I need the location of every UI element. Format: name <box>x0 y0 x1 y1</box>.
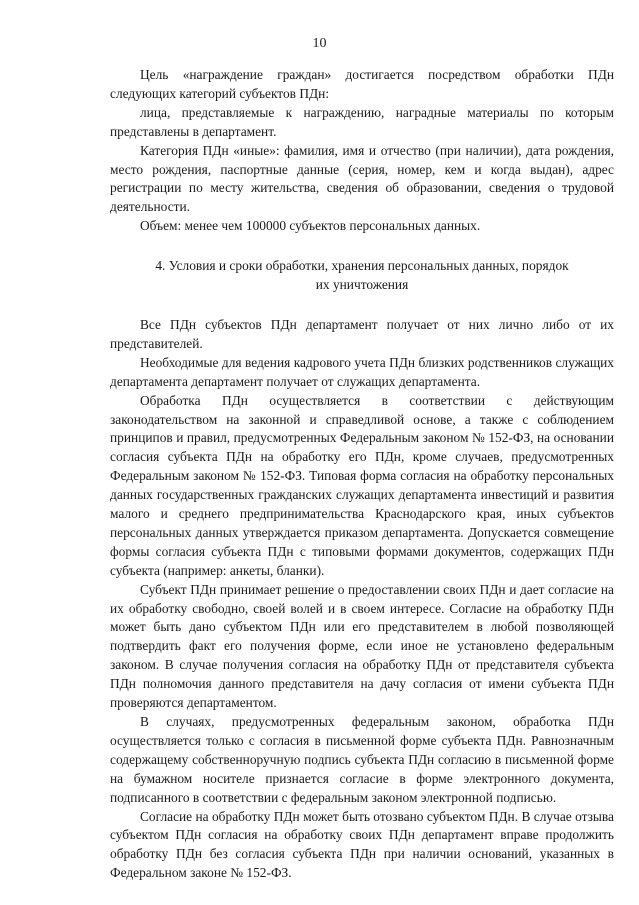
paragraph: Необходимые для ведения кадрового учета ПДн близких родственников служащих департамента департамент получает от служащих департамента. <box>110 354 614 389</box>
paragraph: лица, представляемые к награждению, наградные материалы по которым представлены в департамент. <box>110 104 614 139</box>
page-number: 10 <box>312 36 327 51</box>
paragraph: Цель «награждение граждан» достигается посредством обработки ПДн следующих категорий субъектов ПДн: <box>110 67 614 101</box>
section-heading: 4. Условия и сроки обработки, хранения персональных данных, порядок их уничтожения <box>155 258 569 293</box>
paragraph: В случаях, предусмотренных федеральным законом, обработка ПДн осуществляется только с согласия в письменной форме субъекта ПДн. Равнозначным содержащему собственноручную подпись субъекта ПДн согласию в письменной форме на бумажном носителе признается согласие в форме электронного документа, подписанного в соответствии с федеральным законом электронной подписью. <box>110 714 614 805</box>
paragraph: Субъект ПДн принимает решение о предоставлении своих ПДн и дает согласие на их обработку свободно, своей волей и в своем интересе. Согласие на обработку ПДн может быть дано субъектом ПДн или его представителем в любой позволяющей подтвердить факт его получения форме, если иное не установлено федеральным законом. В случае получения согласия на обработку ПДн от представителя субъекта ПДн полномочия данного представителя на дачу согласия от имени субъекта ПДн проверяются департаментом. <box>110 581 614 711</box>
document-body <box>110 66 614 883</box>
paragraph: Категория ПДн «иные»: фамилия, имя и отчество (при наличии), дата рождения, место рождения, паспортные данные (серия, номер, кем и когда выдан), адрес регистрации по месту жительства, сведения об образовании, сведения о трудовой деятельности. <box>110 142 614 215</box>
paragraph: Объем: менее чем 100000 субъектов персональных данных. <box>140 218 481 234</box>
paragraph: Согласие на обработку ПДн может быть отозвано субъектом ПДн. В случае отзыва субъектом ПДн согласия на обработку своих ПДн департамент вправе продолжить обработку ПДн без согласия субъекта ПДн при наличии оснований, указанных в Федеральном законе № 152-ФЗ. <box>110 808 614 881</box>
paragraph: Обработка ПДн осуществляется в соответствии с действующим законодательством на законной и справедливой основе, а также с соблюдением принципов и правил, предусмотренных Федеральным законом № 152-ФЗ, на основании согласия субъекта ПДн на обработку его ПДн, кроме случаев, предусмотренных Федеральным законом № 152-ФЗ. Типовая форма согласия на обработку персональных данных государственных гражданских служащих департамента инвестиций и развития малого и среднего предпринимательства Краснодарского края, иных субъектов персональных данных утверждается приказом департамента. Допускается совмещение формы согласия субъекта ПДн с типовыми формами документов, содержащих ПДн субъекта (например: анкеты, бланки). <box>110 392 614 578</box>
paragraph: Все ПДн субъектов ПДн департамент получает от них лично либо от их представителей. <box>110 316 614 351</box>
